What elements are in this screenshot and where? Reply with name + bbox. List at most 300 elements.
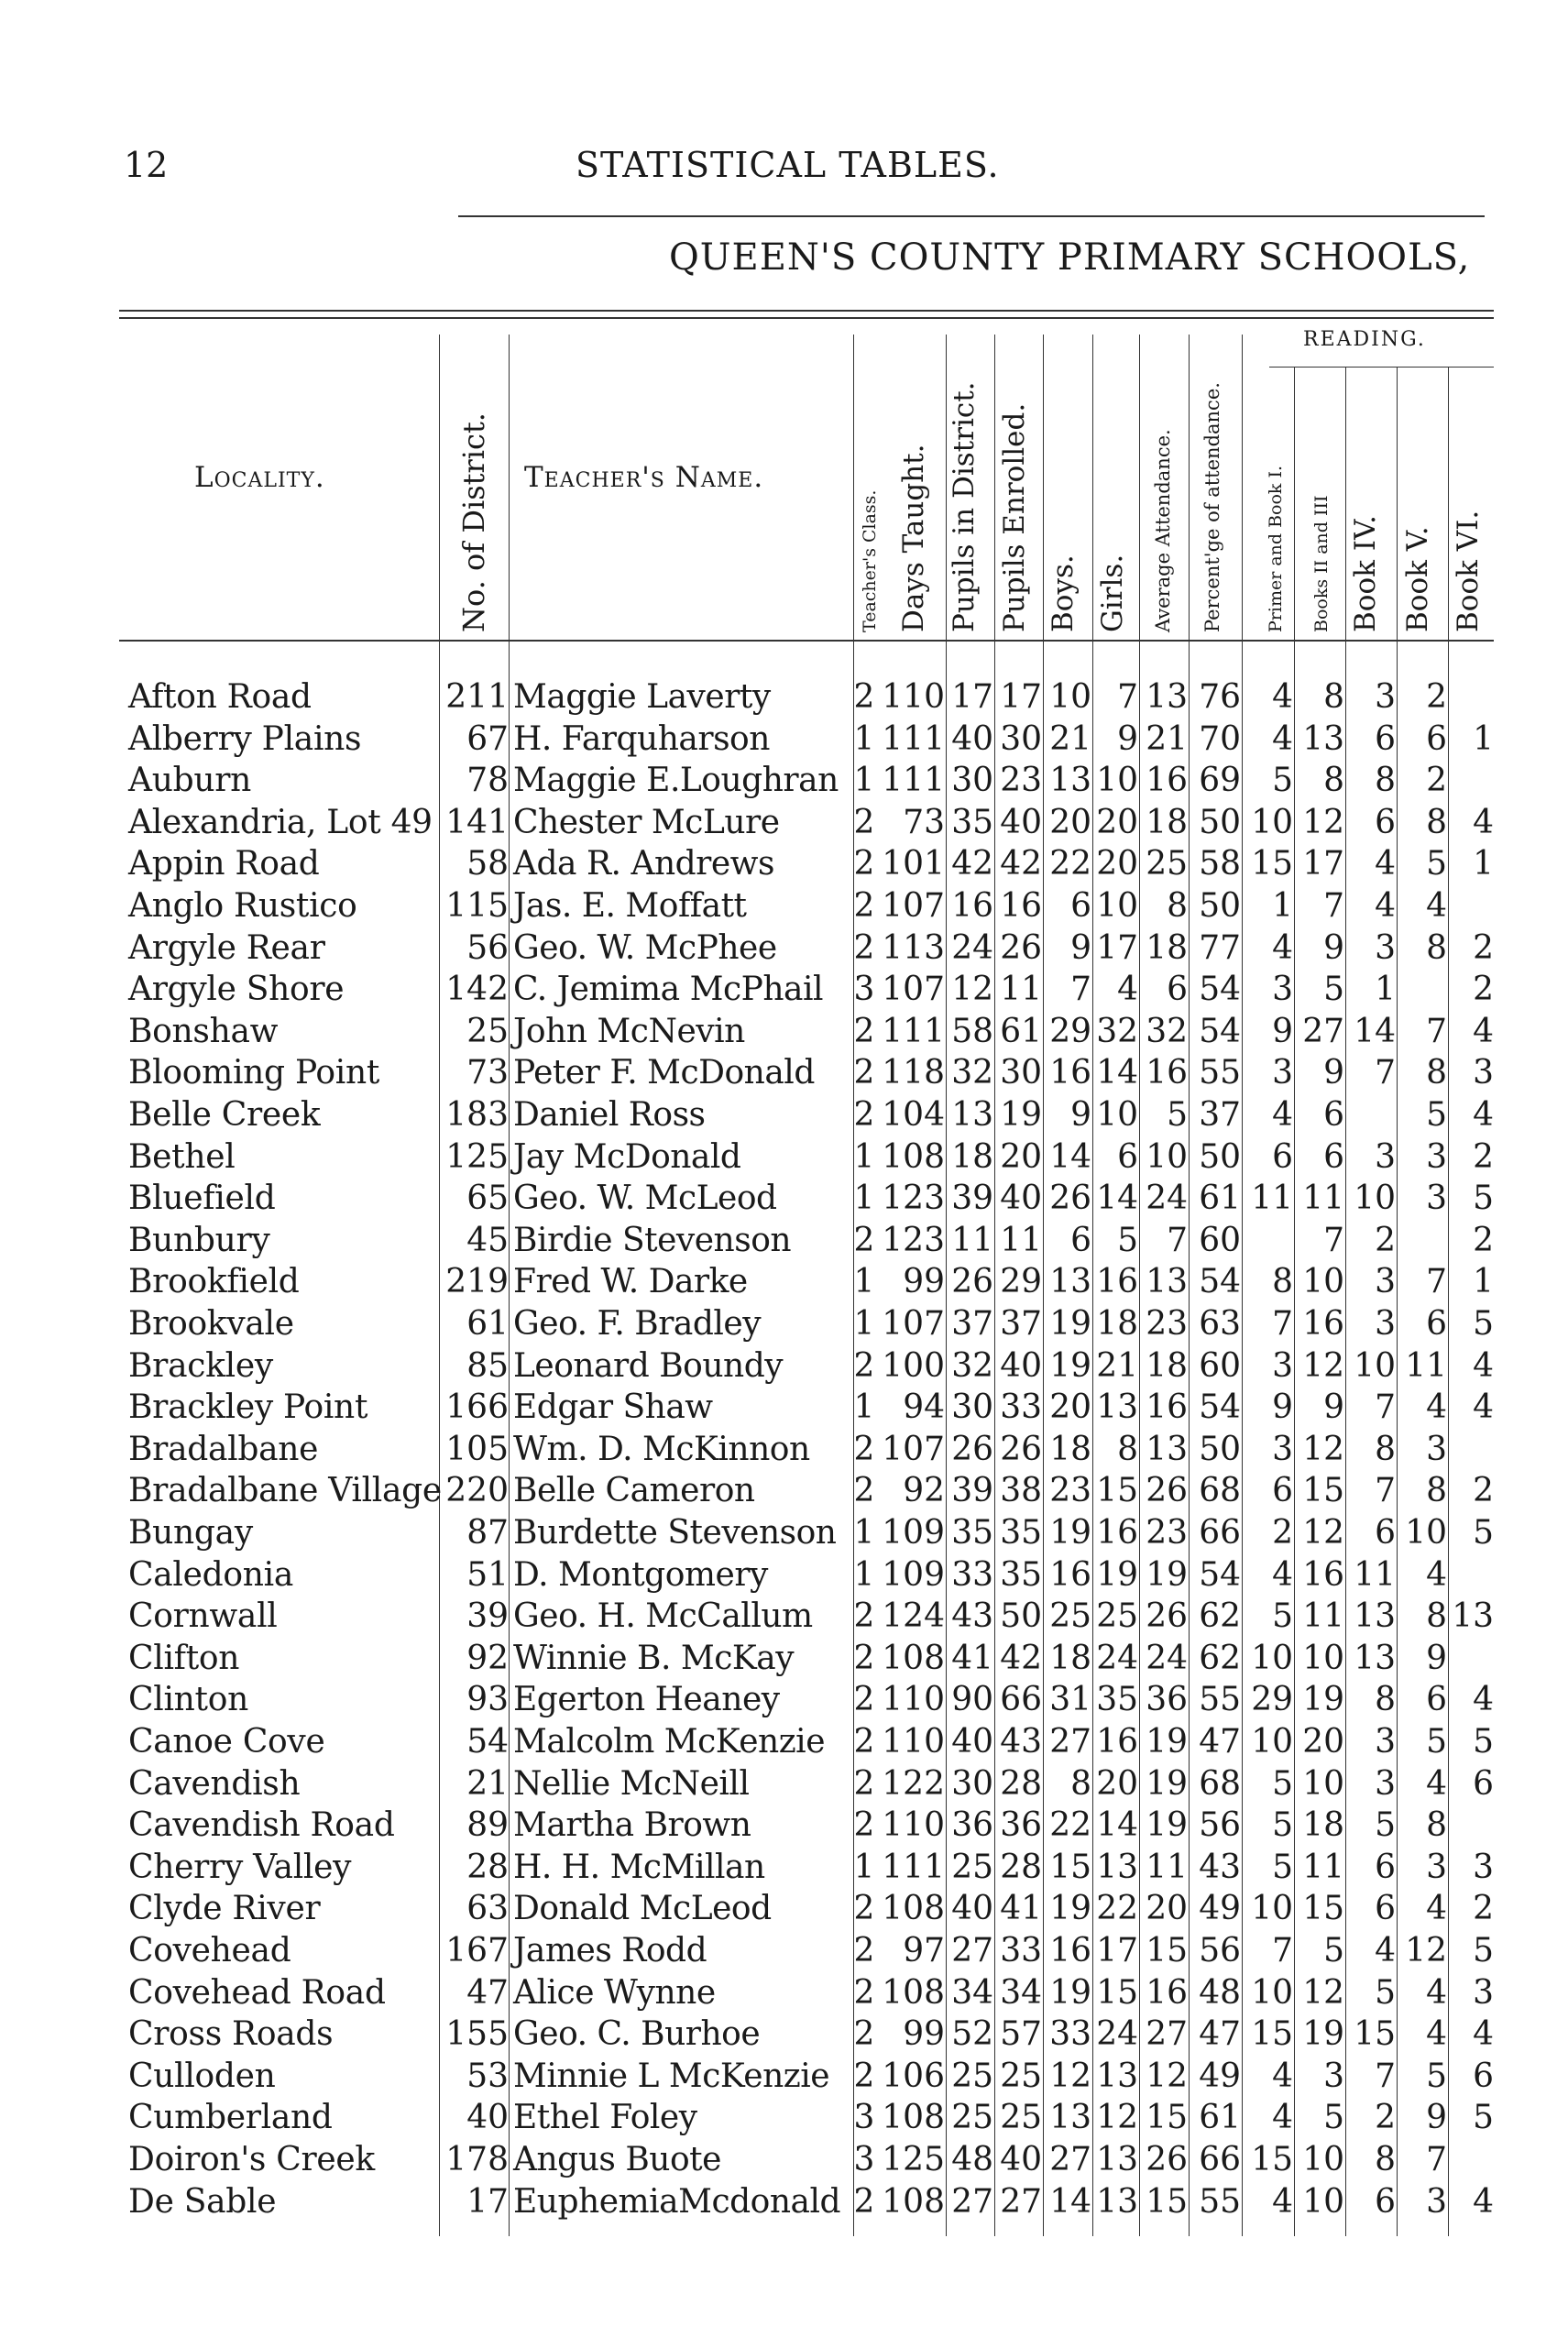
table-row bbox=[0, 1554, 1568, 1596]
table-row bbox=[0, 843, 1568, 885]
row-locality: Bungay bbox=[128, 1514, 253, 1552]
row-book-5: 6 bbox=[1426, 1681, 1447, 1719]
table-row bbox=[0, 1679, 1568, 1721]
row-books-2-3: 11 bbox=[1302, 1597, 1344, 1636]
row-locality: Bluefield bbox=[128, 1179, 276, 1218]
row-teacher-name: Malcolm McKenzie bbox=[513, 1723, 825, 1761]
table-row bbox=[0, 1178, 1568, 1220]
row-book-5: 4 bbox=[1426, 2015, 1447, 2054]
row-books-2-3: 8 bbox=[1323, 678, 1344, 716]
row-pupils-enrolled: 43 bbox=[1000, 1723, 1042, 1761]
row-pupils-enrolled: 36 bbox=[1000, 1806, 1042, 1845]
row-pupils-in-district: 11 bbox=[951, 1221, 993, 1259]
row-pupils-in-district: 32 bbox=[951, 1054, 993, 1092]
table-row bbox=[0, 1052, 1568, 1094]
row-pupils-enrolled: 23 bbox=[1000, 762, 1042, 800]
row-teacher-class: 1 bbox=[853, 1514, 875, 1552]
row-days-taught: 108 bbox=[882, 1973, 945, 2012]
table-row bbox=[0, 2097, 1568, 2139]
row-book-5: 4 bbox=[1426, 1973, 1447, 2012]
row-primer-book-1: 4 bbox=[1272, 719, 1293, 758]
row-book-4: 3 bbox=[1375, 1723, 1396, 1761]
row-percent-attendance: 63 bbox=[1199, 1305, 1241, 1343]
row-pupils-in-district: 27 bbox=[951, 2182, 993, 2221]
header-bottom-rule bbox=[119, 640, 1494, 642]
row-primer-book-1: 15 bbox=[1251, 845, 1293, 883]
row-average-attendance: 27 bbox=[1146, 2015, 1188, 2054]
row-primer-book-1: 9 bbox=[1272, 1012, 1293, 1050]
row-book-6: 5 bbox=[1473, 1723, 1494, 1761]
row-primer-book-1: 5 bbox=[1272, 1597, 1293, 1636]
row-locality: Bethel bbox=[128, 1137, 236, 1176]
row-boys: 27 bbox=[1049, 1723, 1091, 1761]
row-books-2-3: 12 bbox=[1302, 803, 1344, 841]
row-percent-attendance: 58 bbox=[1199, 845, 1241, 883]
row-teacher-class: 2 bbox=[853, 1430, 875, 1468]
row-teacher-name: Winnie B. McKay bbox=[513, 1639, 795, 1677]
table-row bbox=[0, 676, 1568, 719]
row-books-2-3: 7 bbox=[1323, 1221, 1344, 1259]
row-books-2-3: 5 bbox=[1323, 1932, 1344, 1969]
row-pupils-enrolled: 11 bbox=[1000, 971, 1042, 1009]
row-book-5: 4 bbox=[1426, 1388, 1447, 1427]
row-district-no: 28 bbox=[466, 1848, 509, 1886]
row-district-no: 78 bbox=[466, 762, 509, 800]
row-average-attendance: 15 bbox=[1146, 2099, 1188, 2137]
table-row bbox=[0, 1261, 1568, 1303]
header-girls: Girls. bbox=[1096, 554, 1129, 632]
row-girls: 13 bbox=[1096, 1388, 1138, 1427]
row-district-no: 141 bbox=[445, 803, 509, 841]
row-book-5: 8 bbox=[1426, 1054, 1447, 1092]
row-days-taught: 108 bbox=[882, 1137, 945, 1176]
row-district-no: 155 bbox=[445, 2015, 509, 2054]
row-book-6: 3 bbox=[1473, 1054, 1494, 1092]
row-books-2-3: 20 bbox=[1302, 1723, 1344, 1761]
row-books-2-3: 10 bbox=[1302, 2141, 1344, 2178]
row-books-2-3: 5 bbox=[1323, 2099, 1344, 2137]
row-books-2-3: 15 bbox=[1302, 1472, 1344, 1510]
row-books-2-3: 12 bbox=[1302, 1430, 1344, 1468]
table-row bbox=[0, 1011, 1568, 1053]
row-girls: 16 bbox=[1096, 1723, 1138, 1761]
row-boys: 22 bbox=[1049, 845, 1091, 883]
row-primer-book-1: 8 bbox=[1272, 1263, 1293, 1301]
row-boys: 16 bbox=[1049, 1932, 1091, 1969]
row-book-4: 13 bbox=[1354, 1639, 1396, 1677]
row-days-taught: 107 bbox=[882, 1430, 945, 1468]
row-primer-book-1: 5 bbox=[1272, 1764, 1293, 1803]
row-book-4: 3 bbox=[1375, 928, 1396, 967]
header-average-attendance: Average Attendance. bbox=[1152, 429, 1174, 632]
row-teacher-name: Geo. F. Bradley bbox=[513, 1305, 762, 1343]
row-primer-book-1: 2 bbox=[1272, 1514, 1293, 1552]
row-percent-attendance: 62 bbox=[1199, 1597, 1241, 1636]
row-days-taught: 124 bbox=[882, 1597, 945, 1636]
row-district-no: 167 bbox=[445, 1932, 509, 1969]
row-book-6: 4 bbox=[1473, 1012, 1494, 1050]
row-percent-attendance: 55 bbox=[1199, 1681, 1241, 1719]
header-pupils-enrolled: Pupils Enrolled. bbox=[998, 402, 1031, 632]
row-average-attendance: 12 bbox=[1146, 2057, 1188, 2095]
row-book-6: 13 bbox=[1452, 1597, 1494, 1636]
row-primer-book-1: 7 bbox=[1272, 1305, 1293, 1343]
row-primer-book-1: 5 bbox=[1272, 1806, 1293, 1845]
row-pupils-enrolled: 30 bbox=[1000, 719, 1042, 758]
row-pupils-enrolled: 42 bbox=[1000, 1639, 1042, 1677]
row-book-5: 10 bbox=[1405, 1514, 1447, 1552]
row-pupils-enrolled: 40 bbox=[1000, 1179, 1042, 1218]
row-days-taught: 109 bbox=[882, 1514, 945, 1552]
row-pupils-in-district: 17 bbox=[951, 678, 993, 716]
row-average-attendance: 6 bbox=[1167, 971, 1188, 1009]
row-average-attendance: 19 bbox=[1146, 1723, 1188, 1761]
row-book-4: 6 bbox=[1375, 2182, 1396, 2221]
table-row bbox=[0, 1805, 1568, 1847]
row-book-5: 3 bbox=[1426, 1179, 1447, 1218]
row-percent-attendance: 62 bbox=[1199, 1639, 1241, 1677]
row-teacher-class: 3 bbox=[853, 2141, 875, 2178]
row-teacher-class: 2 bbox=[853, 887, 875, 925]
row-district-no: 39 bbox=[466, 1597, 509, 1636]
row-book-4: 6 bbox=[1375, 1890, 1396, 1928]
row-teacher-class: 2 bbox=[853, 928, 875, 967]
row-days-taught: 73 bbox=[903, 803, 945, 841]
row-days-taught: 104 bbox=[882, 1096, 945, 1134]
row-primer-book-1: 5 bbox=[1272, 1848, 1293, 1886]
row-pupils-in-district: 48 bbox=[951, 2141, 993, 2178]
row-books-2-3: 11 bbox=[1302, 1179, 1344, 1218]
row-pupils-in-district: 18 bbox=[951, 1137, 993, 1176]
row-boys: 13 bbox=[1049, 762, 1091, 800]
row-percent-attendance: 54 bbox=[1199, 1388, 1241, 1427]
row-average-attendance: 36 bbox=[1146, 1681, 1188, 1719]
row-pupils-in-district: 27 bbox=[951, 1932, 993, 1969]
row-pupils-enrolled: 57 bbox=[1000, 2015, 1042, 2054]
row-teacher-name: Maggie Laverty bbox=[513, 678, 771, 716]
row-boys: 18 bbox=[1049, 1430, 1091, 1468]
row-girls: 20 bbox=[1096, 1764, 1138, 1803]
row-locality: Clyde River bbox=[128, 1890, 321, 1928]
row-book-6: 1 bbox=[1473, 845, 1494, 883]
row-days-taught: 99 bbox=[903, 1263, 945, 1301]
row-percent-attendance: 60 bbox=[1199, 1346, 1241, 1385]
row-percent-attendance: 56 bbox=[1199, 1806, 1241, 1845]
table-row bbox=[0, 1387, 1568, 1429]
row-pupils-enrolled: 66 bbox=[1000, 1681, 1042, 1719]
table-row bbox=[0, 1136, 1568, 1179]
row-primer-book-1: 3 bbox=[1272, 1054, 1293, 1092]
row-boys: 16 bbox=[1049, 1555, 1091, 1594]
row-primer-book-1: 4 bbox=[1272, 928, 1293, 967]
row-district-no: 219 bbox=[445, 1263, 509, 1301]
row-pupils-enrolled: 35 bbox=[1000, 1555, 1042, 1594]
row-books-2-3: 27 bbox=[1302, 1012, 1344, 1050]
row-percent-attendance: 61 bbox=[1199, 2099, 1241, 2137]
row-days-taught: 110 bbox=[882, 678, 945, 716]
row-primer-book-1: 15 bbox=[1251, 2141, 1293, 2178]
row-pupils-in-district: 13 bbox=[951, 1096, 993, 1134]
row-book-6: 5 bbox=[1473, 1514, 1494, 1552]
header-teacher-class: Teacher's Class. bbox=[860, 489, 880, 632]
row-percent-attendance: 43 bbox=[1199, 1848, 1241, 1886]
row-district-no: 125 bbox=[445, 1137, 509, 1176]
row-locality: Doiron's Creek bbox=[128, 2141, 375, 2178]
header-primer-book-1: Primer and Book I. bbox=[1266, 465, 1286, 632]
row-teacher-class: 1 bbox=[853, 719, 875, 758]
row-girls: 25 bbox=[1096, 1597, 1138, 1636]
table-title: QUEEN'S COUNTY PRIMARY SCHOOLS, bbox=[669, 236, 1471, 279]
row-locality: Appin Road bbox=[128, 845, 320, 883]
row-pupils-in-district: 37 bbox=[951, 1305, 993, 1343]
row-boys: 15 bbox=[1049, 1848, 1091, 1886]
table-row bbox=[0, 1512, 1568, 1554]
row-teacher-name: Belle Cameron bbox=[513, 1472, 755, 1510]
row-books-2-3: 10 bbox=[1302, 1263, 1344, 1301]
row-book-4: 7 bbox=[1375, 2057, 1396, 2095]
row-teacher-name: H. Farquharson bbox=[513, 719, 770, 758]
row-book-5: 8 bbox=[1426, 928, 1447, 967]
row-pupils-enrolled: 11 bbox=[1000, 1221, 1042, 1259]
row-book-4: 8 bbox=[1375, 2141, 1396, 2178]
row-teacher-class: 2 bbox=[853, 1973, 875, 2012]
row-percent-attendance: 54 bbox=[1199, 971, 1241, 1009]
row-district-no: 183 bbox=[445, 1096, 509, 1134]
row-teacher-name: Chester McLure bbox=[513, 803, 780, 841]
row-girls: 14 bbox=[1096, 1179, 1138, 1218]
row-percent-attendance: 77 bbox=[1199, 928, 1241, 967]
row-locality: Covehead Road bbox=[128, 1973, 386, 2012]
table-row bbox=[0, 1972, 1568, 2014]
row-book-5: 5 bbox=[1426, 1723, 1447, 1761]
row-book-4: 10 bbox=[1354, 1179, 1396, 1218]
row-percent-attendance: 49 bbox=[1199, 2057, 1241, 2095]
row-locality: Clifton bbox=[128, 1639, 240, 1677]
row-average-attendance: 8 bbox=[1167, 887, 1188, 925]
row-pupils-enrolled: 40 bbox=[1000, 1346, 1042, 1385]
row-boys: 19 bbox=[1049, 1514, 1091, 1552]
table-row bbox=[0, 1220, 1568, 1262]
row-days-taught: 99 bbox=[903, 2015, 945, 2054]
row-pupils-in-district: 25 bbox=[951, 2099, 993, 2137]
row-teacher-class: 2 bbox=[853, 2182, 875, 2221]
row-boys: 9 bbox=[1070, 928, 1091, 967]
row-book-5: 7 bbox=[1426, 1012, 1447, 1050]
row-book-6: 6 bbox=[1473, 2057, 1494, 2095]
row-teacher-class: 2 bbox=[853, 1472, 875, 1510]
row-boys: 33 bbox=[1049, 2015, 1091, 2054]
row-teacher-name: Ethel Foley bbox=[513, 2099, 697, 2137]
row-book-6: 1 bbox=[1473, 1263, 1494, 1301]
row-teacher-class: 3 bbox=[853, 2099, 875, 2137]
table-row bbox=[0, 2013, 1568, 2056]
row-teacher-name: Minnie L McKenzie bbox=[513, 2057, 830, 2095]
row-primer-book-1: 3 bbox=[1272, 971, 1293, 1009]
row-pupils-in-district: 40 bbox=[951, 719, 993, 758]
row-boys: 19 bbox=[1049, 1346, 1091, 1385]
header-boys: Boys. bbox=[1047, 554, 1080, 632]
row-girls: 13 bbox=[1096, 2057, 1138, 2095]
row-pupils-enrolled: 26 bbox=[1000, 928, 1042, 967]
row-locality: Bradalbane bbox=[128, 1430, 319, 1468]
row-book-6: 4 bbox=[1473, 1346, 1494, 1385]
header-reading: READING. bbox=[1303, 328, 1426, 351]
row-girls: 35 bbox=[1096, 1681, 1138, 1719]
row-average-attendance: 13 bbox=[1146, 678, 1188, 716]
row-pupils-in-district: 36 bbox=[951, 1806, 993, 1845]
row-book-4: 3 bbox=[1375, 1305, 1396, 1343]
table-row bbox=[0, 1888, 1568, 1930]
row-book-5: 7 bbox=[1426, 2141, 1447, 2178]
row-books-2-3: 11 bbox=[1302, 1848, 1344, 1886]
row-book-4: 3 bbox=[1375, 1263, 1396, 1301]
row-average-attendance: 18 bbox=[1146, 928, 1188, 967]
row-pupils-enrolled: 40 bbox=[1000, 2141, 1042, 2178]
row-percent-attendance: 47 bbox=[1199, 2015, 1241, 2054]
row-book-5: 8 bbox=[1426, 1472, 1447, 1510]
row-pupils-enrolled: 38 bbox=[1000, 1472, 1042, 1510]
row-book-4: 2 bbox=[1375, 2099, 1396, 2137]
row-teacher-name: Geo. H. McCallum bbox=[513, 1597, 813, 1636]
row-locality: Bonshaw bbox=[128, 1012, 279, 1050]
row-pupils-in-district: 42 bbox=[951, 845, 993, 883]
row-book-4: 14 bbox=[1354, 1012, 1396, 1050]
row-district-no: 178 bbox=[445, 2141, 509, 2178]
row-teacher-class: 2 bbox=[853, 1012, 875, 1050]
row-books-2-3: 12 bbox=[1302, 1973, 1344, 2012]
row-pupils-enrolled: 33 bbox=[1000, 1932, 1042, 1969]
row-locality: Brackley Point bbox=[128, 1388, 368, 1427]
row-books-2-3: 10 bbox=[1302, 1639, 1344, 1677]
row-average-attendance: 13 bbox=[1146, 1263, 1188, 1301]
row-boys: 29 bbox=[1049, 1012, 1091, 1050]
row-district-no: 89 bbox=[466, 1806, 509, 1845]
row-book-5: 9 bbox=[1426, 1639, 1447, 1677]
row-primer-book-1: 4 bbox=[1272, 1555, 1293, 1594]
row-teacher-name: Daniel Ross bbox=[513, 1096, 706, 1134]
row-book-5: 3 bbox=[1426, 1137, 1447, 1176]
table-row bbox=[0, 760, 1568, 802]
row-locality: Cavendish Road bbox=[128, 1806, 395, 1845]
row-pupils-enrolled: 29 bbox=[1000, 1263, 1042, 1301]
row-average-attendance: 24 bbox=[1146, 1179, 1188, 1218]
row-days-taught: 111 bbox=[882, 762, 945, 800]
row-locality: Cherry Valley bbox=[128, 1848, 352, 1886]
row-pupils-enrolled: 16 bbox=[1000, 887, 1042, 925]
row-books-2-3: 17 bbox=[1302, 845, 1344, 883]
row-days-taught: 100 bbox=[882, 1346, 945, 1385]
row-book-6: 4 bbox=[1473, 1681, 1494, 1719]
row-boys: 23 bbox=[1049, 1472, 1091, 1510]
row-boys: 19 bbox=[1049, 1305, 1091, 1343]
row-average-attendance: 26 bbox=[1146, 1597, 1188, 1636]
row-locality: Afton Road bbox=[128, 678, 312, 716]
header-books-2-3: Books II and III bbox=[1311, 495, 1332, 632]
row-average-attendance: 20 bbox=[1146, 1890, 1188, 1928]
row-district-no: 87 bbox=[466, 1514, 509, 1552]
row-percent-attendance: 50 bbox=[1199, 803, 1241, 841]
header-locality: Locality. bbox=[194, 461, 325, 494]
row-locality: Argyle Rear bbox=[128, 928, 325, 967]
row-boys: 16 bbox=[1049, 1054, 1091, 1092]
row-girls: 5 bbox=[1117, 1221, 1138, 1259]
row-book-4: 5 bbox=[1375, 1806, 1396, 1845]
row-book-6: 2 bbox=[1473, 971, 1494, 1009]
row-book-5: 8 bbox=[1426, 803, 1447, 841]
row-percent-attendance: 70 bbox=[1199, 719, 1241, 758]
row-books-2-3: 9 bbox=[1323, 1054, 1344, 1092]
row-teacher-name: Egerton Heaney bbox=[513, 1681, 780, 1719]
row-girls: 20 bbox=[1096, 803, 1138, 841]
row-teacher-class: 2 bbox=[853, 1096, 875, 1134]
row-days-taught: 122 bbox=[882, 1764, 945, 1803]
row-book-4: 7 bbox=[1375, 1388, 1396, 1427]
row-girls: 24 bbox=[1096, 1639, 1138, 1677]
row-book-4: 8 bbox=[1375, 762, 1396, 800]
table-row bbox=[0, 1345, 1568, 1388]
row-district-no: 115 bbox=[445, 887, 509, 925]
row-pupils-in-district: 12 bbox=[951, 971, 993, 1009]
row-book-6: 2 bbox=[1473, 1137, 1494, 1176]
row-pupils-in-district: 30 bbox=[951, 762, 993, 800]
row-teacher-class: 2 bbox=[853, 1932, 875, 1969]
row-district-no: 93 bbox=[466, 1681, 509, 1719]
row-teacher-name: Geo. W. McLeod bbox=[513, 1179, 777, 1218]
row-teacher-name: Birdie Stevenson bbox=[513, 1221, 792, 1259]
row-books-2-3: 6 bbox=[1323, 1137, 1344, 1176]
row-boys: 19 bbox=[1049, 1890, 1091, 1928]
row-percent-attendance: 66 bbox=[1199, 1514, 1241, 1552]
row-district-no: 61 bbox=[466, 1305, 509, 1343]
row-book-4: 1 bbox=[1375, 971, 1396, 1009]
row-percent-attendance: 54 bbox=[1199, 1012, 1241, 1050]
row-girls: 9 bbox=[1117, 719, 1138, 758]
row-boys: 25 bbox=[1049, 1597, 1091, 1636]
row-days-taught: 123 bbox=[882, 1179, 945, 1218]
row-percent-attendance: 69 bbox=[1199, 762, 1241, 800]
row-book-4: 10 bbox=[1354, 1346, 1396, 1385]
row-books-2-3: 10 bbox=[1302, 1764, 1344, 1803]
row-girls: 13 bbox=[1096, 1848, 1138, 1886]
row-primer-book-1: 9 bbox=[1272, 1388, 1293, 1427]
row-district-no: 142 bbox=[445, 971, 509, 1009]
row-books-2-3: 8 bbox=[1323, 762, 1344, 800]
row-average-attendance: 7 bbox=[1167, 1221, 1188, 1259]
row-percent-attendance: 47 bbox=[1199, 1723, 1241, 1761]
row-district-no: 53 bbox=[466, 2057, 509, 2095]
row-book-5: 2 bbox=[1426, 678, 1447, 716]
row-boys: 27 bbox=[1049, 2141, 1091, 2178]
row-book-6: 2 bbox=[1473, 1890, 1494, 1928]
row-average-attendance: 10 bbox=[1146, 1137, 1188, 1176]
row-pupils-enrolled: 28 bbox=[1000, 1764, 1042, 1803]
row-teacher-class: 2 bbox=[853, 1723, 875, 1761]
row-book-4: 2 bbox=[1375, 1221, 1396, 1259]
header-book-6: Book VI. bbox=[1452, 510, 1485, 632]
row-book-4: 7 bbox=[1375, 1472, 1396, 1510]
row-teacher-class: 2 bbox=[853, 1890, 875, 1928]
row-average-attendance: 21 bbox=[1146, 719, 1188, 758]
row-district-no: 21 bbox=[466, 1764, 509, 1803]
row-girls: 20 bbox=[1096, 845, 1138, 883]
row-teacher-name: C. Jemima McPhail bbox=[513, 971, 823, 1009]
table-row bbox=[0, 802, 1568, 844]
row-district-no: 25 bbox=[466, 1012, 509, 1050]
header-teacher-name: Teacher's Name. bbox=[524, 461, 764, 494]
row-locality: Alexandria, Lot 49 bbox=[128, 803, 433, 841]
row-boys: 22 bbox=[1049, 1806, 1091, 1845]
row-locality: Auburn bbox=[128, 762, 252, 800]
